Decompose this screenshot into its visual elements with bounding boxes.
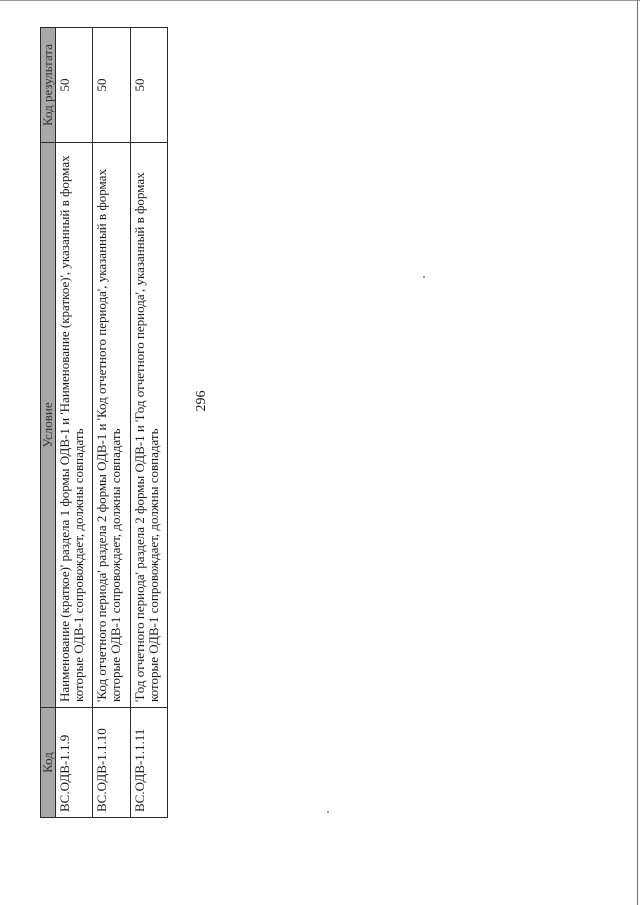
row-code: ВС.ОДВ-1.1.11 [130,708,167,818]
condition-line: которые ОДВ-1 сопровождает, должны совпадать [145,428,161,702]
row-result: 50 [93,28,130,143]
row-result: 50 [130,28,167,143]
table-row [93,28,130,818]
header-condition: Условие [41,143,56,708]
row-code: ВС.ОДВ-1.1.9 [56,708,93,818]
scan-speck [423,276,425,278]
header-code: Код [41,708,56,818]
row-condition [56,143,93,708]
row-code: ВС.ОДВ-1.1.10 [93,708,130,818]
page-number: 296 [194,390,209,412]
scan-speck [327,811,329,813]
condition-line: которые ОДВ-1 сопровождает, должны совпадать [108,428,124,702]
page-right-edge [637,0,638,905]
table-header-row [41,28,56,818]
table-row [130,28,167,818]
validation-table-container [40,28,168,818]
condition-line: 'Год отчетного периода' раздела 2 формы ОДВ-1 и 'Год отчетного периода', указанный в формах [131,172,147,702]
page-top-edge [0,0,640,1]
condition-line: 'Код отчетного периода' раздела 2 формы ОДВ-1 и 'Код отчетного периода', указанный в формах [94,169,110,702]
row-result: 50 [56,28,93,143]
condition-line: которые ОДВ-1 сопровождает, должны совпадать [71,428,86,702]
condition-line: Наименование (краткое)' раздела 1 формы ОДВ-1 и 'Наименование (краткое)', указанный в формах [57,155,72,702]
row-condition [93,143,130,708]
table-row [56,28,93,818]
row-condition [130,143,167,708]
header-result: Код результата [41,28,56,143]
validation-table [40,27,168,818]
